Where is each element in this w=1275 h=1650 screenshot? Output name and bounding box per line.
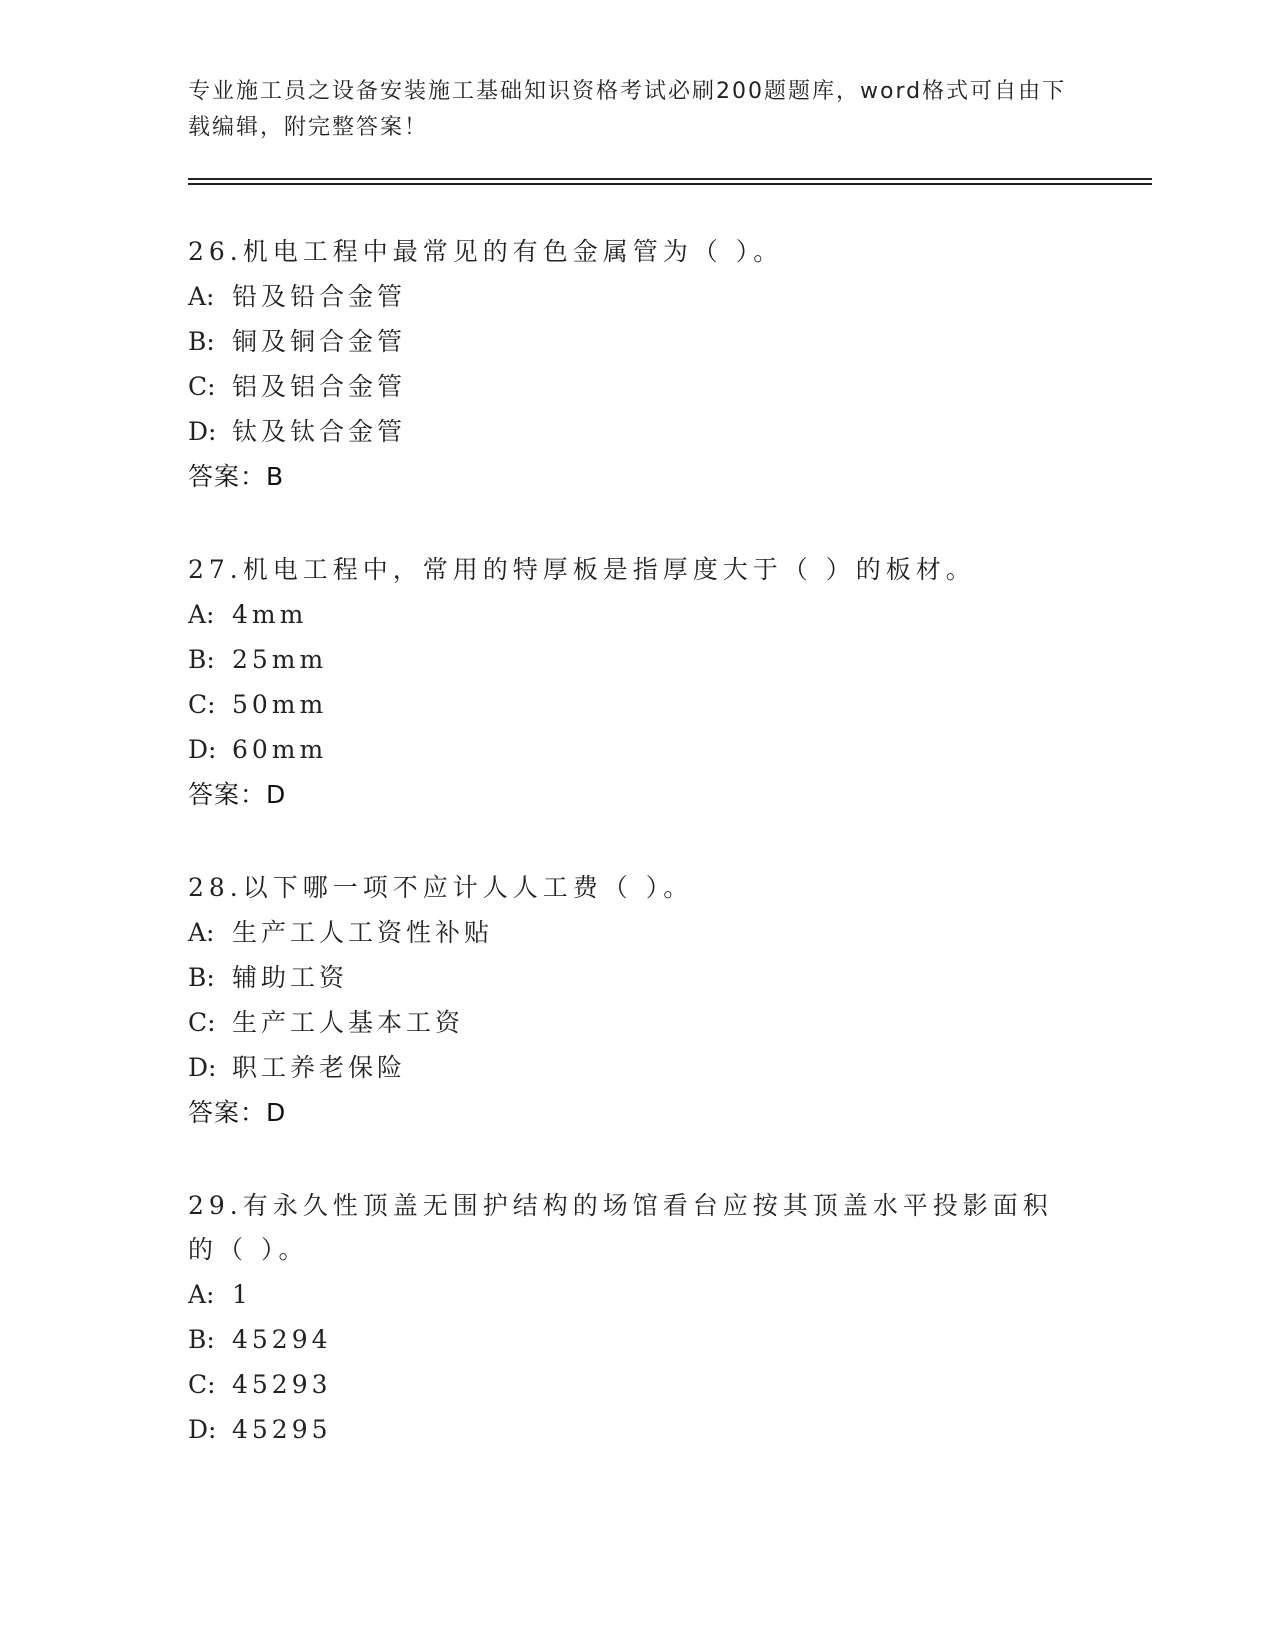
option-text: 60mm xyxy=(232,735,328,764)
option-text: 生产工人工资性补贴 xyxy=(232,918,494,947)
answer-line: 答案：D xyxy=(188,780,287,809)
option-b xyxy=(188,1317,1088,1362)
option-letter: B: xyxy=(188,1325,215,1354)
question-27 xyxy=(188,548,1088,818)
option-text: 职工养老保险 xyxy=(232,1053,407,1082)
option-text: 4mm xyxy=(232,600,308,629)
option-letter: D: xyxy=(188,417,217,446)
option-letter: C: xyxy=(188,1370,216,1399)
option-a xyxy=(188,274,1088,319)
option-text: 45294 xyxy=(232,1325,332,1354)
option-c xyxy=(188,1362,1088,1407)
option-text: 25mm xyxy=(232,645,328,674)
option-letter: A: xyxy=(188,282,215,311)
question-title: 26.机电工程中最常见的有色金属管为（ ）。 xyxy=(188,237,784,266)
option-b xyxy=(188,955,1088,1000)
option-c xyxy=(188,1000,1088,1045)
option-text: 铅及铅合金管 xyxy=(232,282,407,311)
option-c xyxy=(188,682,1088,727)
option-text: 生产工人基本工资 xyxy=(232,1008,465,1037)
option-text: 铜及铜合金管 xyxy=(232,327,407,356)
option-d xyxy=(188,727,1088,772)
option-d xyxy=(188,1045,1088,1090)
option-letter: B: xyxy=(188,645,215,674)
option-letter: B: xyxy=(188,327,215,356)
document-header: 专业施工员之设备安装施工基础知识资格考试必刷200题题库，word格式可自由下载编辑，附完整答案！ xyxy=(188,79,1067,140)
option-letter: C: xyxy=(188,372,216,401)
question-26 xyxy=(188,230,1088,500)
option-text: 铝及铝合金管 xyxy=(232,372,407,401)
option-b xyxy=(188,319,1088,364)
option-letter: D: xyxy=(188,1053,217,1082)
option-d xyxy=(188,409,1088,454)
option-letter: C: xyxy=(188,690,216,719)
option-c xyxy=(188,364,1088,409)
option-letter: D: xyxy=(188,735,217,764)
option-text: 45293 xyxy=(232,1370,332,1399)
option-text: 45295 xyxy=(232,1415,332,1444)
option-text: 辅助工资 xyxy=(232,963,349,992)
option-letter: A: xyxy=(188,600,215,629)
option-letter: C: xyxy=(188,1008,216,1037)
question-29 xyxy=(188,1184,1088,1452)
option-a xyxy=(188,592,1088,637)
option-letter: B: xyxy=(188,963,215,992)
question-title: 28.以下哪一项不应计人人工费（ ）。 xyxy=(188,873,694,902)
option-letter: A: xyxy=(188,918,215,947)
option-letter: A: xyxy=(188,1280,215,1309)
option-d xyxy=(188,1407,1088,1452)
header-divider-top xyxy=(188,178,1152,180)
option-text: 钛及钛合金管 xyxy=(232,417,407,446)
question-title: 27.机电工程中，常用的特厚板是指厚度大于（ ）的板材。 xyxy=(188,555,976,584)
answer-line: 答案：D xyxy=(188,1098,287,1127)
option-text: 1 xyxy=(232,1280,252,1309)
answer-line: 答案：B xyxy=(188,462,285,491)
option-letter: D: xyxy=(188,1415,217,1444)
option-a xyxy=(188,910,1088,955)
question-28 xyxy=(188,866,1088,1136)
option-a xyxy=(188,1272,1088,1317)
option-text: 50mm xyxy=(232,690,328,719)
option-b xyxy=(188,637,1088,682)
question-title: 29.有永久性顶盖无围护结构的场馆看台应按其顶盖水平投影面积的（ ）。 xyxy=(188,1191,1053,1264)
header-divider-bottom xyxy=(188,183,1152,185)
